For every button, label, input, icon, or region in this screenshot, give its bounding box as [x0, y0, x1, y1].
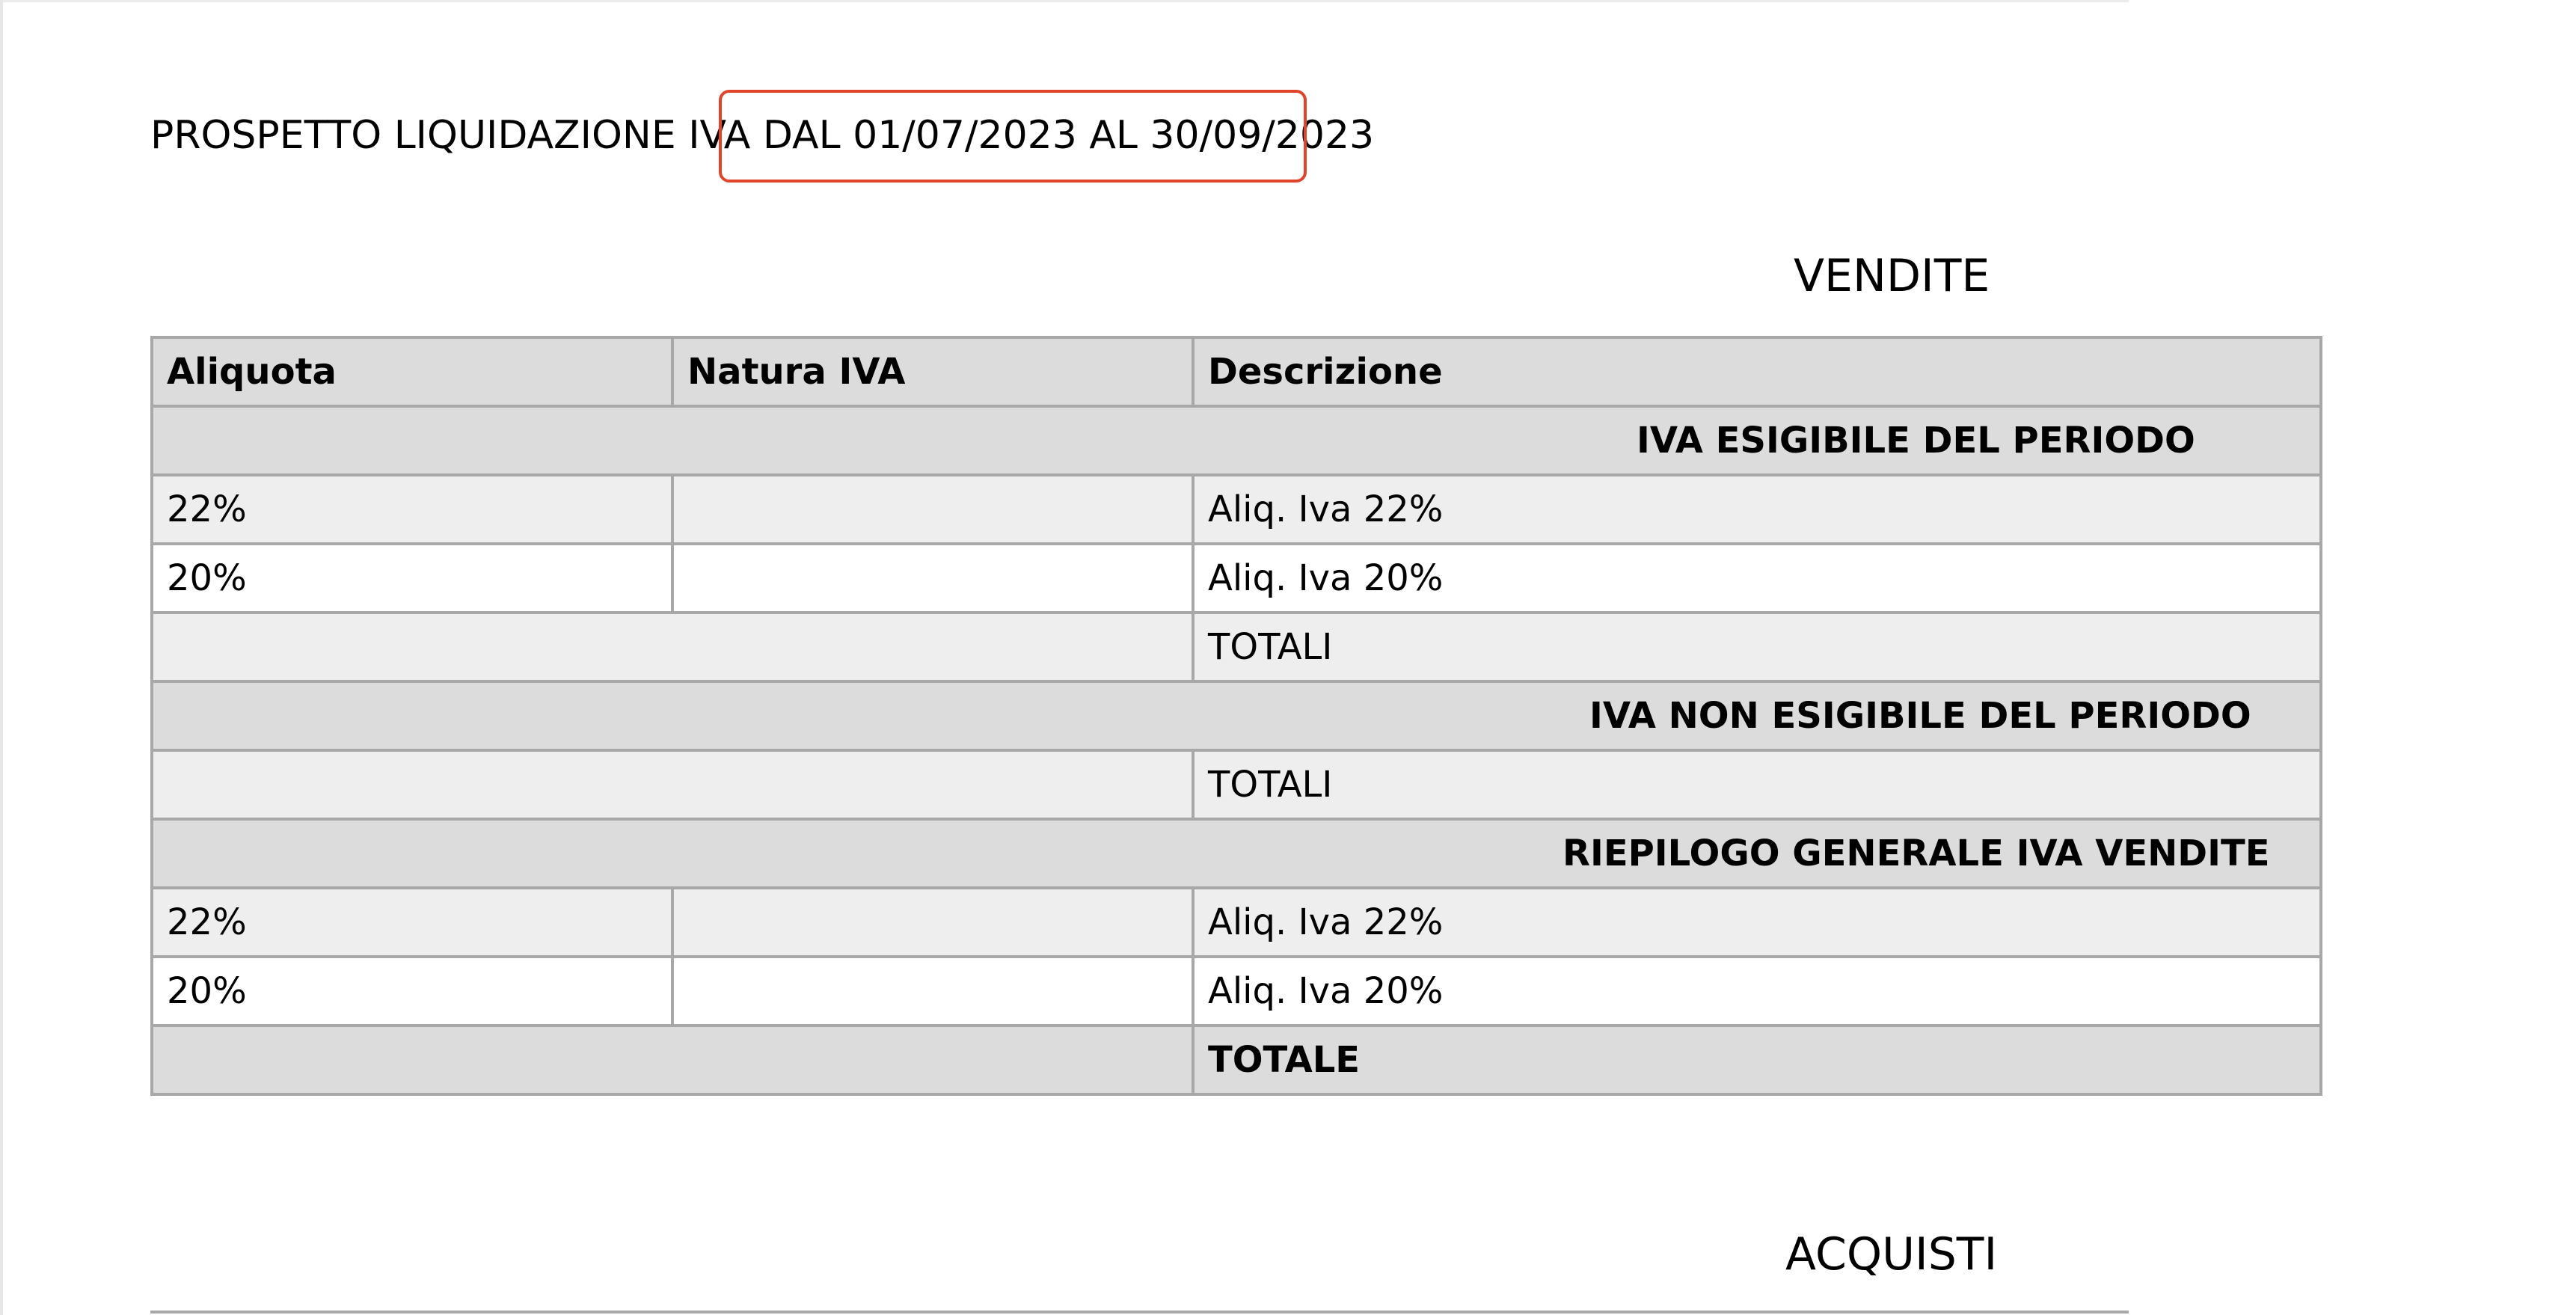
vendite-heading: VENDITE — [1794, 250, 1990, 302]
page-left-edge — [0, 0, 3, 1315]
cell-aliquota: 22% — [152, 475, 672, 544]
cell-descrizione: Aliq. Iva 22% — [1193, 888, 2321, 957]
section-row-iva-non-esigibile — [152, 681, 2321, 750]
column-header-aliquota: Aliquota — [152, 337, 672, 406]
section-label-riepilogo: RIEPILOGO GENERALE IVA VENDITE — [152, 819, 2321, 888]
totals-row-esigibile — [152, 613, 2321, 681]
totals-empty-cell — [152, 613, 1193, 681]
cell-natura-iva — [672, 544, 1193, 613]
totals-label: TOTALI — [1193, 750, 2321, 819]
totals-row-non-esigibile — [152, 750, 2321, 819]
table-header-row — [152, 337, 2321, 406]
cell-natura-iva — [672, 888, 1193, 957]
section-label-iva-non-esigibile: IVA NON ESIGIBILE DEL PERIODO — [152, 681, 2321, 750]
table-row — [152, 957, 2321, 1026]
table-row — [152, 544, 2321, 613]
title-period: DAL 01/07/2023 AL 30/09/2023 — [762, 113, 1375, 158]
vendite-table — [150, 336, 2322, 1096]
acquisti-table-top-border — [150, 1311, 2129, 1314]
cell-aliquota: 20% — [152, 957, 672, 1026]
table-row — [152, 475, 2321, 544]
cell-descrizione: Aliq. Iva 22% — [1193, 475, 2321, 544]
title-prefix: PROSPETTO LIQUIDAZIONE IVA — [150, 113, 751, 158]
cell-aliquota: 20% — [152, 544, 672, 613]
cell-natura-iva — [672, 475, 1193, 544]
acquisti-heading: ACQUISTI — [1785, 1228, 1998, 1281]
totals-empty-cell — [152, 1026, 1193, 1094]
totals-label: TOTALI — [1193, 613, 2321, 681]
page-top-edge — [0, 0, 2129, 2]
table-row — [152, 888, 2321, 957]
grand-total-row — [152, 1026, 2321, 1094]
cell-natura-iva — [672, 957, 1193, 1026]
section-row-iva-esigibile — [152, 406, 2321, 475]
column-header-natura-iva: Natura IVA — [672, 337, 1193, 406]
column-header-descrizione: Descrizione — [1193, 337, 2321, 406]
grand-total-label: TOTALE — [1193, 1026, 2321, 1094]
cell-aliquota: 22% — [152, 888, 672, 957]
totals-empty-cell — [152, 750, 1193, 819]
section-row-riepilogo — [152, 819, 2321, 888]
section-label-iva-esigibile: IVA ESIGIBILE DEL PERIODO — [152, 406, 2321, 475]
cell-descrizione: Aliq. Iva 20% — [1193, 544, 2321, 613]
period-highlight-box — [719, 90, 1307, 183]
cell-descrizione: Aliq. Iva 20% — [1193, 957, 2321, 1026]
